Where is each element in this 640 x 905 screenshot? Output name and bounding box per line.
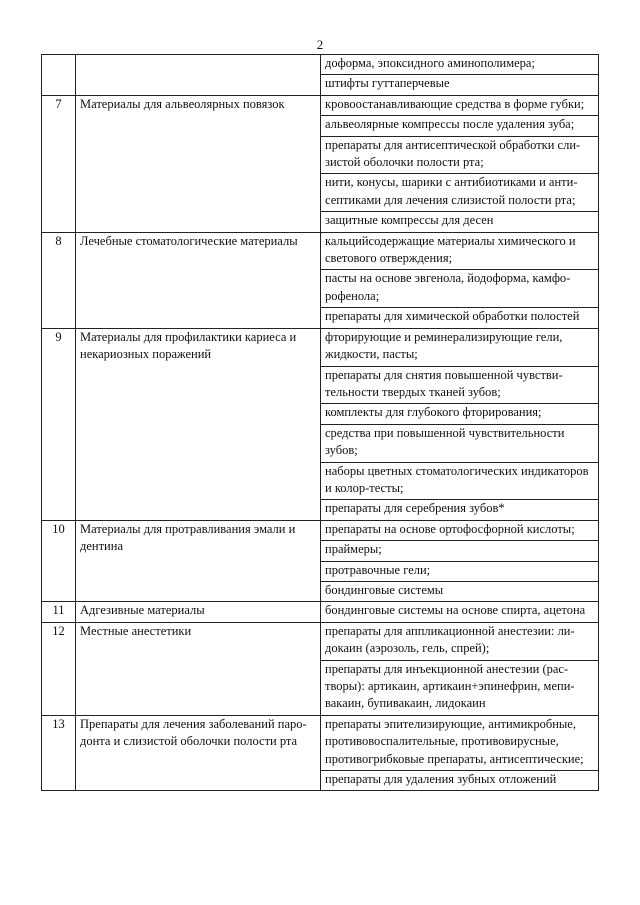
material-item: препараты для удаления зубных отложений: [321, 771, 599, 791]
material-item: праймеры;: [321, 541, 599, 561]
material-category: Местные анестетики: [76, 622, 321, 715]
row-number: 8: [42, 232, 76, 328]
row-number: 11: [42, 602, 76, 622]
material-item: препараты для серебрения зубов*: [321, 500, 599, 520]
material-item: средства при повышенной чувствительности зубов;: [321, 424, 599, 462]
table-row: [42, 715, 599, 770]
material-item: препараты эпителизирующие, антимикробные, противовоспалительные, противовирусные, противогрибковые препараты, антисептические;: [321, 715, 599, 770]
table-row: [42, 622, 599, 660]
material-category: [76, 55, 321, 96]
row-number: 12: [42, 622, 76, 715]
material-category: Материалы для протравливания эмали и дентина: [76, 520, 321, 602]
material-item: штифты гуттаперчевые: [321, 75, 599, 95]
material-category: Лечебные стоматологические материалы: [76, 232, 321, 328]
row-number: 9: [42, 328, 76, 520]
material-item: препараты для инъекционной анестезии (растворы): артикаин, артикаин+эпинефрин, мепивакаин, бупивакаин, лидокаин: [321, 660, 599, 715]
materials-table: [41, 54, 599, 791]
row-number: 10: [42, 520, 76, 602]
material-item: препараты на основе ортофосфорной кислоты;: [321, 520, 599, 540]
material-item: альвеолярные компрессы после удаления зуба;: [321, 116, 599, 136]
table-row: [42, 520, 599, 540]
material-item: наборы цветных стоматологических индикаторов и колор-тесты;: [321, 462, 599, 500]
material-item: бондинговые системы: [321, 581, 599, 601]
material-category: Материалы для профилактики кариеса и некариозных поражений: [76, 328, 321, 520]
table-row: [42, 95, 599, 115]
material-item: фторирующие и реминерализирующие гели, жидкости, пасты;: [321, 328, 599, 366]
material-item: препараты для снятия повышенной чувствительности твердых тканей зубов;: [321, 366, 599, 404]
material-item: препараты для химической обработки полостей: [321, 308, 599, 328]
material-item: пасты на основе эвгенола, йодоформа, камфорофенола;: [321, 270, 599, 308]
material-item: комплекты для глубокого фторирования;: [321, 404, 599, 424]
table-row: [42, 602, 599, 622]
material-category: Материалы для альвеолярных повязок: [76, 95, 321, 232]
material-item: защитные компрессы для десен: [321, 212, 599, 232]
row-number: 13: [42, 715, 76, 791]
material-category: Препараты для лечения заболеваний пародонта и слизистой оболочки полости рта: [76, 715, 321, 791]
material-category: Адгезивные материалы: [76, 602, 321, 622]
material-item: нити, конусы, шарики с антибиотиками и антисептиками для лечения слизистой полости рта;: [321, 174, 599, 212]
page-number: 2: [316, 37, 324, 52]
material-item: препараты для антисептической обработки слизистой оболочки полости рта;: [321, 136, 599, 174]
material-item: препараты для аппликационной анестезии: лидокаин (аэрозоль, гель, спрей);: [321, 622, 599, 660]
material-item: кальцийсодержащие материалы химического и светового отверждения;: [321, 232, 599, 270]
table-row: [42, 232, 599, 270]
material-item: доформа, эпоксидного аминополимера;: [321, 55, 599, 75]
row-number: [42, 55, 76, 96]
material-item: протравочные гели;: [321, 561, 599, 581]
table-row: [42, 328, 599, 366]
material-item: бондинговые системы на основе спирта, ацетона: [321, 602, 599, 622]
material-item: кровоостанавливающие средства в форме губки;: [321, 95, 599, 115]
table-row: [42, 55, 599, 75]
row-number: 7: [42, 95, 76, 232]
